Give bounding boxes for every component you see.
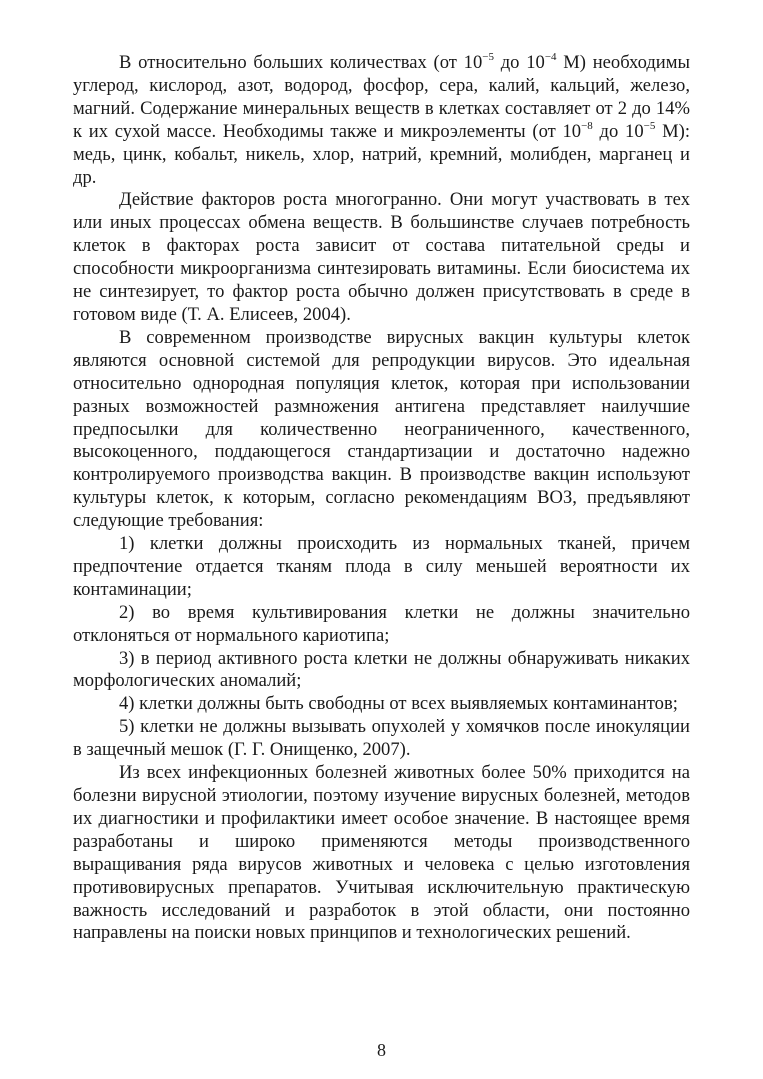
paragraph-viral-diseases: Из всех инфекционных болезней животных более 50% приходится на болезни вирусной этиологии, поэтому изучение вирусных болезней, методов их диагностики и профилактики имеет особое значение. В настоящее время разработаны и широко применяются методы производственного выращивания ряда вирусов животных и человека с целью изготовления противовирусных препаратов. Учитывая исключительную практическую важность исследований и разработок в этой области, они постоянно направлены на поиски новых принципов и технологических решений.	[73, 762, 690, 944]
paragraph-mineral-elements: В относительно больших количествах (от $10^{-5}$ до $10^{-4}$ М) необходимы углерод, кислород, азот, водород, фосфор, сера, калий, кальций, железо, магний. Содержание минеральных веществ в клетках составляет от 2 до 14% к их сухой массе. Необходимы также и микроэлементы (от $10^{-8}$ до $10^{-5}$ М): медь, цинк, кобальт, никель, хлор, натрий, кремний, молибден, марганец и др.	[73, 50, 690, 188]
exponent: −8	[581, 119, 593, 132]
requirement-item-4: 4) клетки должны быть свободны от всех выявляемых контаминантов;	[119, 693, 678, 715]
paragraph-cell-cultures: В современном производстве вирусных вакцин культуры клеток являются основной системой для репродукции вирусов. Это идеальная относительно однородная популяция клеток, которая при использовании разных возможностей размножения антигена представляет наилучшие предпосылки для количественно неограниченного, качественного, высокоценного, поддающегося стандартизации и достаточно надежно контролируемого производства вакцин. В производстве вакцин используют культуры клеток, к которым, согласно рекомендациям ВОЗ, предъявляют следующие требования:	[73, 326, 690, 532]
page-number: 8	[377, 1040, 386, 1060]
requirement-item-2: 2) во время культивирования клетки не должны значительно отклоняться от нормального кариотипа;	[73, 601, 690, 646]
exponent: −5	[643, 119, 656, 132]
exponent: −4	[544, 50, 557, 63]
requirement-item-5: 5) клетки не должны вызывать опухолей у хомячков после инокуляции в защечный мешок (Г. Г. Онищенко, 2007).	[73, 716, 690, 761]
page-body	[73, 52, 690, 945]
exponent: −5	[482, 50, 494, 63]
paragraph-growth-factors: Действие факторов роста многогранно. Они могут участвовать в тех или иных процессах обмена веществ. В большинстве случаев потребность клеток в факторах роста зависит от состава питательной среды и способности микроорганизма синтезировать витамины. Если биосистема их не синтезирует, то фактор роста обычно должен присутствовать в среде в готовом виде (Т. А. Елисеев, 2004).	[73, 189, 690, 325]
requirement-item-1: 1) клетки должны происходить из нормальных тканей, причем предпочтение отдается тканям плода в силу меньшей вероятности их контаминации;	[73, 533, 690, 600]
requirement-item-3: 3) в период активного роста клетки не должны обнаруживать никаких морфологических аномалий;	[73, 647, 690, 692]
